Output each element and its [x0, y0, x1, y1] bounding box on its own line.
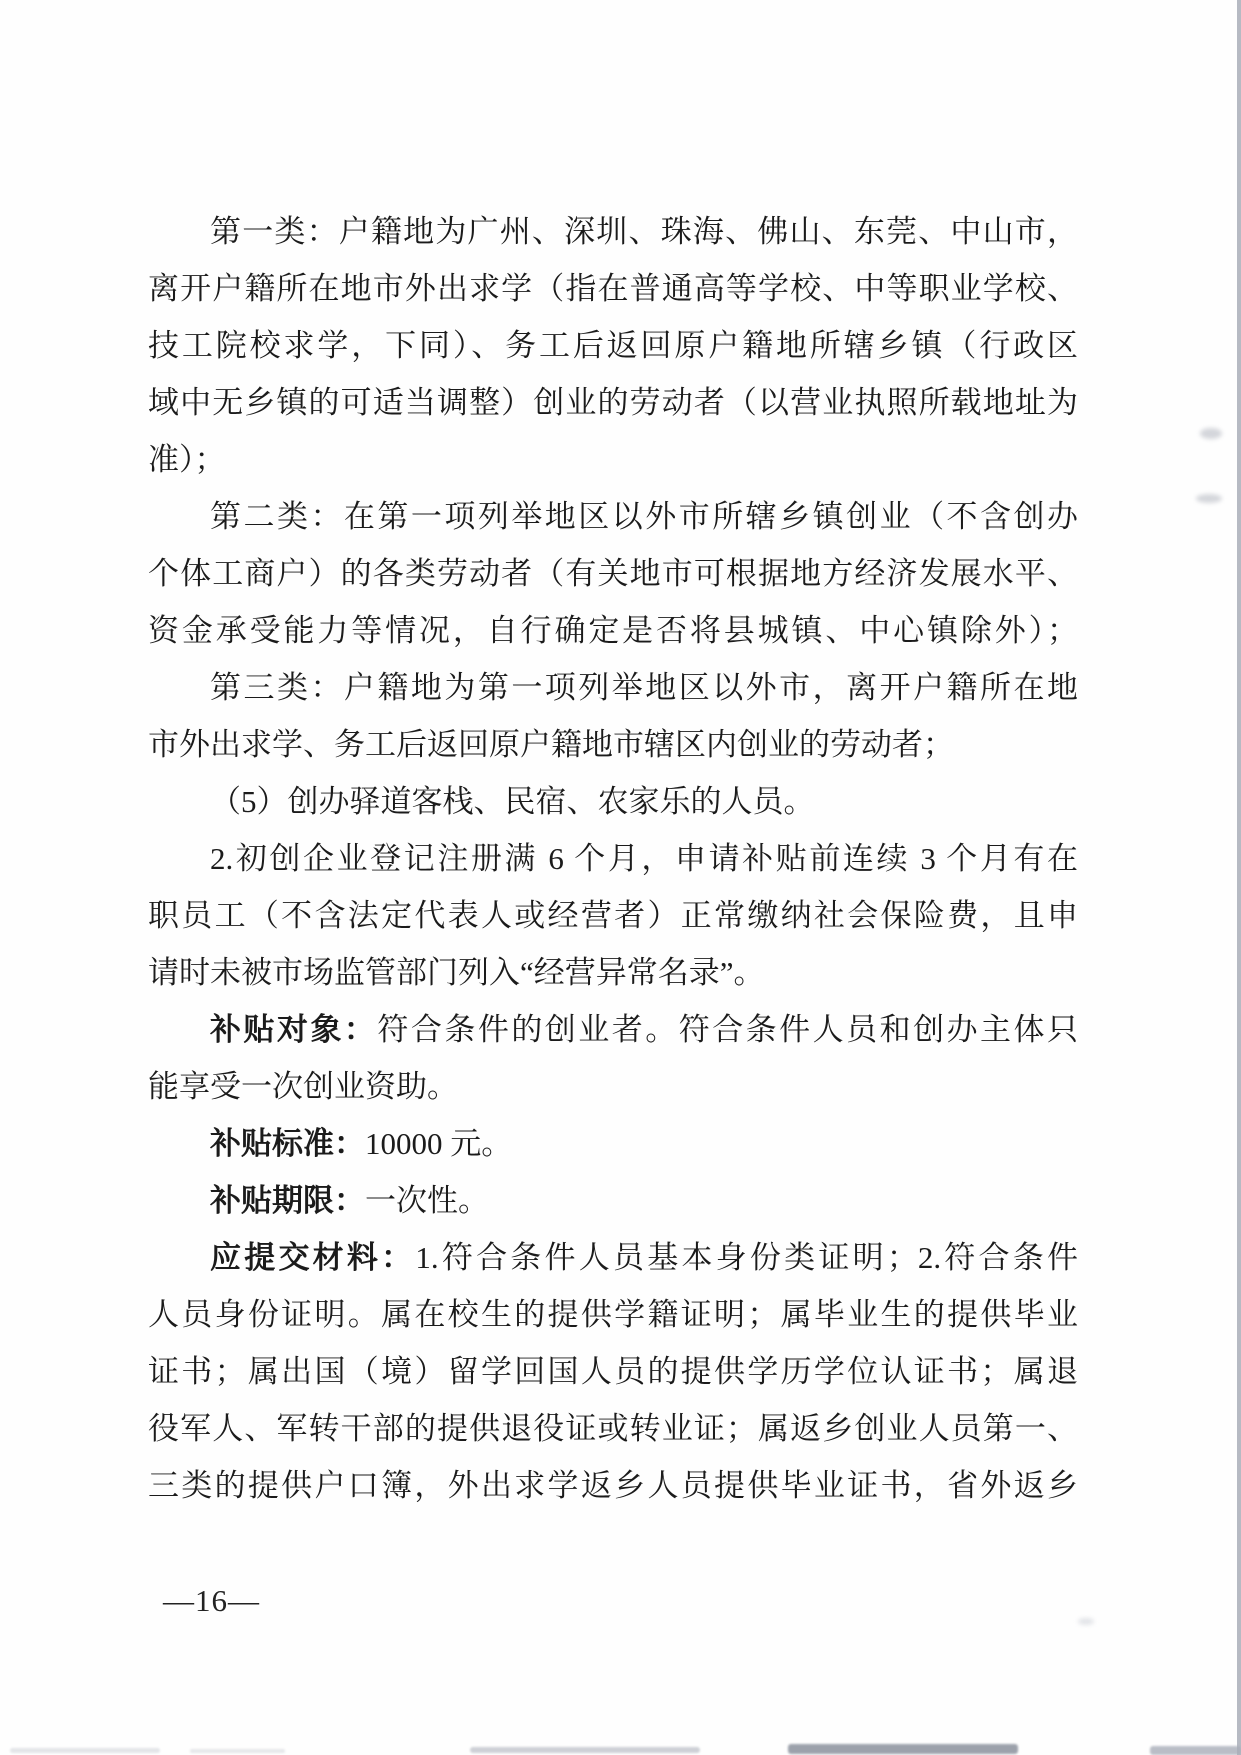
text-line: 资金承受能力等情况，自行确定是否将县城镇、中心镇除外）；	[148, 613, 1078, 648]
document-body	[148, 203, 1078, 1514]
text-line: 请时未被市场监管部门列入“经营异常名录”。	[148, 955, 765, 990]
bold-label: 补贴对象：	[210, 1012, 378, 1047]
text-line: 补贴标准：10000 元。	[210, 1126, 513, 1161]
text-line: 应提交材料：1.符合条件人员基本身份类证明；2.符合条件	[210, 1240, 1078, 1275]
scan-artifact-bottom-3	[470, 1747, 700, 1753]
page-number: —16—	[163, 1583, 260, 1618]
scan-artifact-bottom-2	[190, 1749, 285, 1753]
text-line: 补贴期限：一次性。	[210, 1183, 489, 1218]
scan-smudge	[1196, 494, 1222, 503]
text-line: 役军人、军转干部的提供退役证或转业证；属返乡创业人员第一、	[148, 1411, 1078, 1446]
bold-label: 补贴标准：	[210, 1126, 365, 1161]
scan-smudge	[1078, 1618, 1094, 1625]
text-line: 证书；属出国（境）留学回国人员的提供学历学位认证书；属退	[148, 1354, 1078, 1389]
scan-artifact-bottom-5	[1150, 1746, 1241, 1755]
text-line: 2.初创企业登记注册满 6 个月，申请补贴前连续 3 个月有在	[210, 841, 1078, 876]
text-line: 能享受一次创业资助。	[148, 1069, 458, 1104]
scan-artifact-bottom-4	[788, 1744, 1018, 1754]
bold-label: 应提交材料：	[210, 1240, 416, 1275]
text-line: 人员身份证明。属在校生的提供学籍证明；属毕业生的提供毕业	[148, 1297, 1078, 1332]
text-line: 个体工商户）的各类劳动者（有关地市可根据地方经济发展水平、	[148, 556, 1078, 591]
text-line: （5）创办驿道客栈、民宿、农家乐的人员。	[210, 784, 815, 819]
text-line: 技工院校求学，下同）、务工后返回原户籍地所辖乡镇（行政区	[148, 328, 1078, 363]
scan-smudge	[1200, 428, 1222, 439]
text-line: 准）；	[148, 442, 226, 477]
scan-artifact-bottom-1	[10, 1748, 160, 1753]
text-line: 域中无乡镇的可适当调整）创业的劳动者（以营业执照所载地址为	[148, 385, 1078, 420]
text-line: 职员工（不含法定代表人或经营者）正常缴纳社会保险费，且申	[148, 898, 1078, 933]
bold-label: 补贴期限：	[210, 1183, 365, 1218]
text-line: 第二类：在第一项列举地区以外市所辖乡镇创业（不含创办	[210, 499, 1078, 534]
text-line: 市外出求学、务工后返回原户籍地市辖区内创业的劳动者；	[148, 727, 954, 762]
text-line: 三类的提供户口簿，外出求学返乡人员提供毕业证书，省外返乡	[148, 1468, 1078, 1503]
text-line: 第三类：户籍地为第一项列举地区以外市，离开户籍所在地	[210, 670, 1078, 705]
text-line: 第一类：户籍地为广州、深圳、珠海、佛山、东莞、中山市，	[210, 214, 1078, 249]
text-line: 离开户籍所在地市外出求学（指在普通高等学校、中等职业学校、	[148, 271, 1078, 306]
text-line: 补贴对象：符合条件的创业者。符合条件人员和创办主体只	[210, 1012, 1079, 1047]
scan-edge-artifact	[1237, 0, 1241, 1755]
